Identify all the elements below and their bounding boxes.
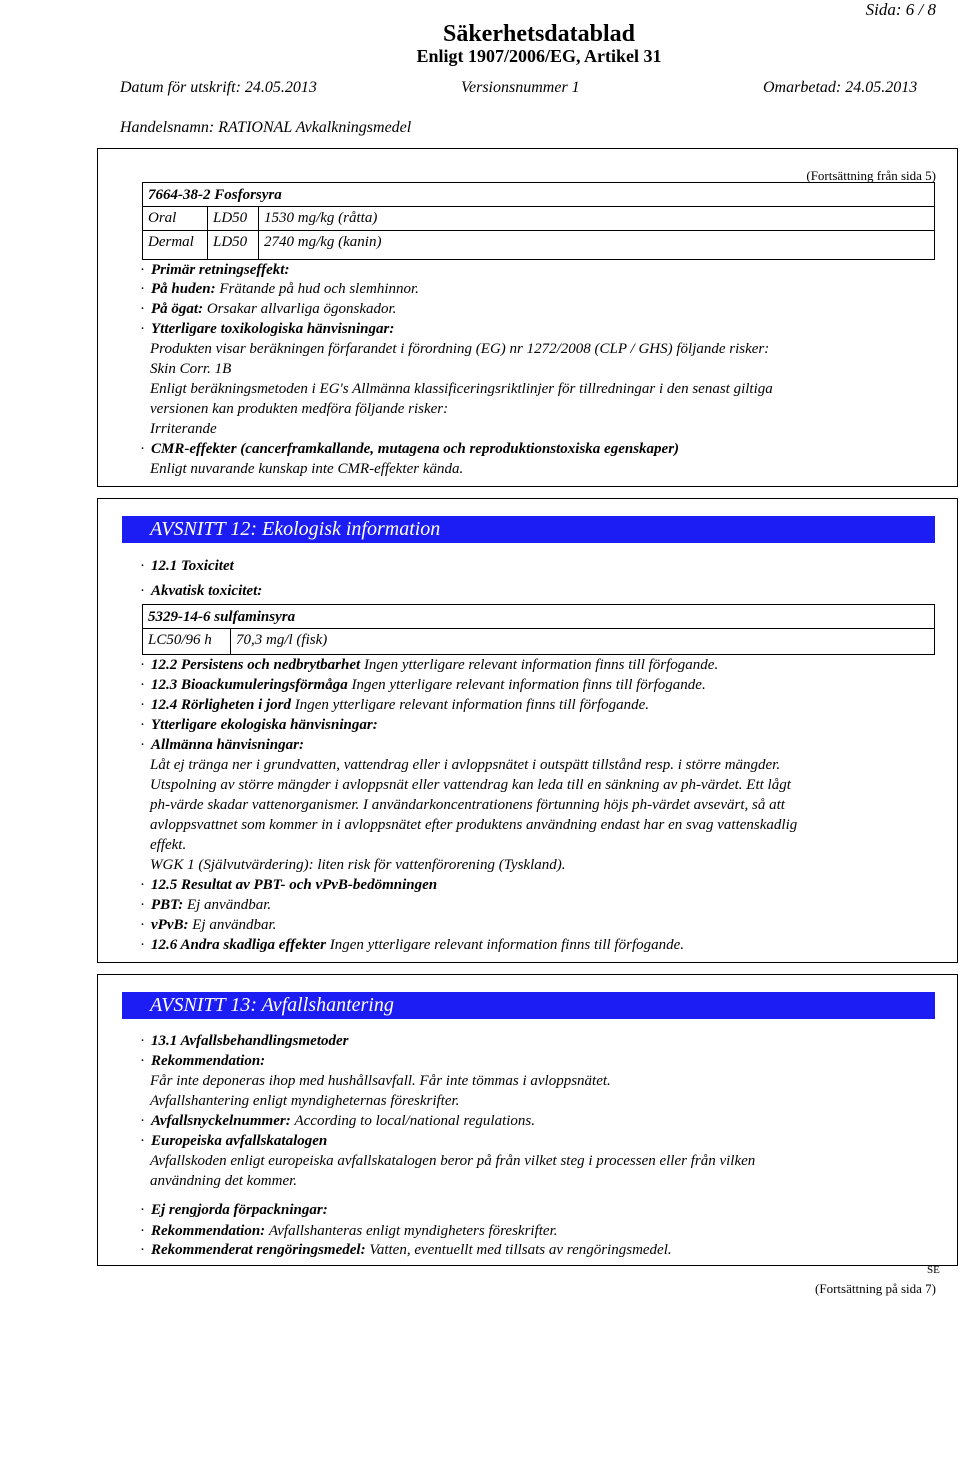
eye-effect: · På ögat: Orsakar allvarliga ögonskador.	[140, 301, 397, 317]
general-note-line: avloppsvattnet som kommer in i avloppsnätet efter produktens användning endast har en svag vattenskadlig	[150, 817, 798, 833]
tox-type: LD50	[207, 206, 259, 231]
general-note-line: ph-värde skadar vattenorganismer. I användarkoncentrationens förtunning höjs ph-värdet avsevärt, så att	[150, 797, 785, 813]
additional-tox-label: · Ytterligare toxikologiska hänvisningar:	[140, 321, 395, 337]
print-date: Datum för utskrift: 24.05.2013	[120, 79, 317, 96]
version-number: Versionsnummer 1	[461, 79, 580, 96]
other-effects: · 12.6 Andra skadliga effekter Ingen ytterligare relevant information finns till förfogande.	[140, 937, 685, 953]
additional-tox-line: Produkten visar beräkningen förfarandet i förordning (EG) nr 1272/2008 (CLP / GHS) följande risker:	[150, 341, 770, 357]
soil-mobility: · 12.4 Rörligheten i jord Ingen ytterligare relevant information finns till förfogande.	[140, 697, 650, 713]
pbt-result: · PBT: Ej användbar.	[140, 897, 272, 913]
aquatic-toxicity-label: · Akvatisk toxicitet:	[140, 583, 263, 599]
continued-from-note: (Fortsättning från sida 5)	[806, 168, 936, 183]
recommendation-line: Får inte deponeras ihop med hushållsavfall. Får inte tömmas i avloppsnätet.	[150, 1073, 611, 1089]
aquatic-substance: 5329-14-6 sulfaminsyra	[142, 604, 935, 629]
lc-value: 70,3 mg/l (fisk)	[230, 628, 935, 655]
tox-value: 2740 mg/kg (kanin)	[258, 230, 935, 260]
waste-key: · Avfallsnyckelnummer: According to local/national regulations.	[140, 1113, 536, 1129]
vpvb-result: · vPvB: Ej användbar.	[140, 917, 277, 933]
recommendation-label: · Rekommendation:	[140, 1053, 266, 1069]
tox-type: LD50	[207, 230, 259, 260]
additional-tox-line: Irriterande	[150, 421, 217, 437]
lc-type: LC50/96 h	[142, 628, 231, 655]
country-code: SE	[927, 1264, 940, 1276]
general-note-line: effekt.	[150, 837, 187, 853]
continued-on-note: (Fortsättning på sida 7)	[815, 1281, 936, 1296]
primary-effect: · Primär retningseffekt:	[140, 262, 290, 278]
recommendation-line: Avfallshantering enligt myndigheternas föreskrifter.	[150, 1093, 460, 1109]
additional-tox-line: versionen kan produkten medföra följande risker:	[150, 401, 449, 417]
bioaccumulation: · 12.3 Bioackumuleringsförmåga Ingen ytterligare relevant information finns till förfogande.	[140, 677, 706, 693]
persistence: · 12.2 Persistens och nedbrytbarhet Ingen ytterligare relevant information finns till förfogande.	[140, 657, 719, 673]
cleaning-agent: · Rekommenderat rengöringsmedel: Vatten, eventuellt med tillsats av rengöringsmedel.	[140, 1242, 672, 1258]
waste-methods-heading: · 13.1 Avfallsbehandlingsmetoder	[140, 1033, 349, 1049]
eco-notes-label: · Ytterligare ekologiska hänvisningar:	[140, 717, 378, 733]
section-13-title: AVSNITT 13: Avfallshantering	[122, 992, 935, 1019]
waste-catalog-line: Avfallskoden enligt europeiska avfallskatalogen beror på från vilket steg i processen eller från vilken	[150, 1153, 756, 1169]
general-notes-label: · Allmänna hänvisningar:	[140, 737, 304, 753]
additional-tox-line: Skin Corr. 1B	[150, 361, 232, 377]
packaging-recommendation: · Rekommendation: Avfallshanteras enligt myndigheters föreskrifter.	[140, 1223, 558, 1239]
cmr-label: · CMR-effekter (cancerframkallande, mutagena och reproduktionstoxiska egenskaper)	[140, 441, 680, 457]
uncleaned-packaging-label: · Ej rengjorda förpackningar:	[140, 1202, 328, 1218]
waste-catalog-line: användning det kommer.	[150, 1173, 298, 1189]
general-note-line: WGK 1 (Självutvärdering): liten risk för vattenförorening (Tyskland).	[150, 857, 566, 873]
revised-date: Omarbetad: 24.05.2013	[763, 79, 918, 96]
waste-catalog-label: · Europeiska avfallskatalogen	[140, 1133, 328, 1149]
pbt-heading: · 12.5 Resultat av PBT- och vPvB-bedömningen	[140, 877, 438, 893]
document-subtitle: Enligt 1907/2006/EG, Artikel 31	[416, 46, 662, 66]
cmr-text: Enligt nuvarande kunskap inte CMR-effekter kända.	[150, 461, 464, 477]
page-number: Sida: 6 / 8	[865, 0, 936, 19]
general-note-line: Utspolning av större mängder i avloppsnät eller vattendrag kan leda till en sänkning av ph-värdet. Ett lågt	[150, 777, 791, 793]
trade-name: Handelsnamn: RATIONAL Avkalkningsmedel	[120, 119, 412, 136]
document-title: Säkerhetsdatablad	[442, 21, 636, 47]
toxicity-heading: · 12.1 Toxicitet	[140, 558, 234, 574]
tox-route: Dermal	[142, 230, 208, 260]
additional-tox-line: Enligt beräkningsmetoden i EG's Allmänna klassificeringsriktlinjer för tillredningar i den senast giltiga	[150, 381, 773, 397]
tox-value: 1530 mg/kg (råtta)	[258, 206, 935, 231]
skin-effect: · På huden: Frätande på hud och slemhinnor.	[140, 281, 419, 297]
substance-header: 7664-38-2 Fosforsyra	[142, 182, 935, 207]
tox-route: Oral	[142, 206, 208, 231]
section-12-title: AVSNITT 12: Ekologisk information	[122, 516, 935, 543]
general-note-line: Låt ej tränga ner i grundvatten, vattendrag eller i avloppsnätet i outspätt tillstånd resp. i större mängder.	[150, 757, 781, 773]
